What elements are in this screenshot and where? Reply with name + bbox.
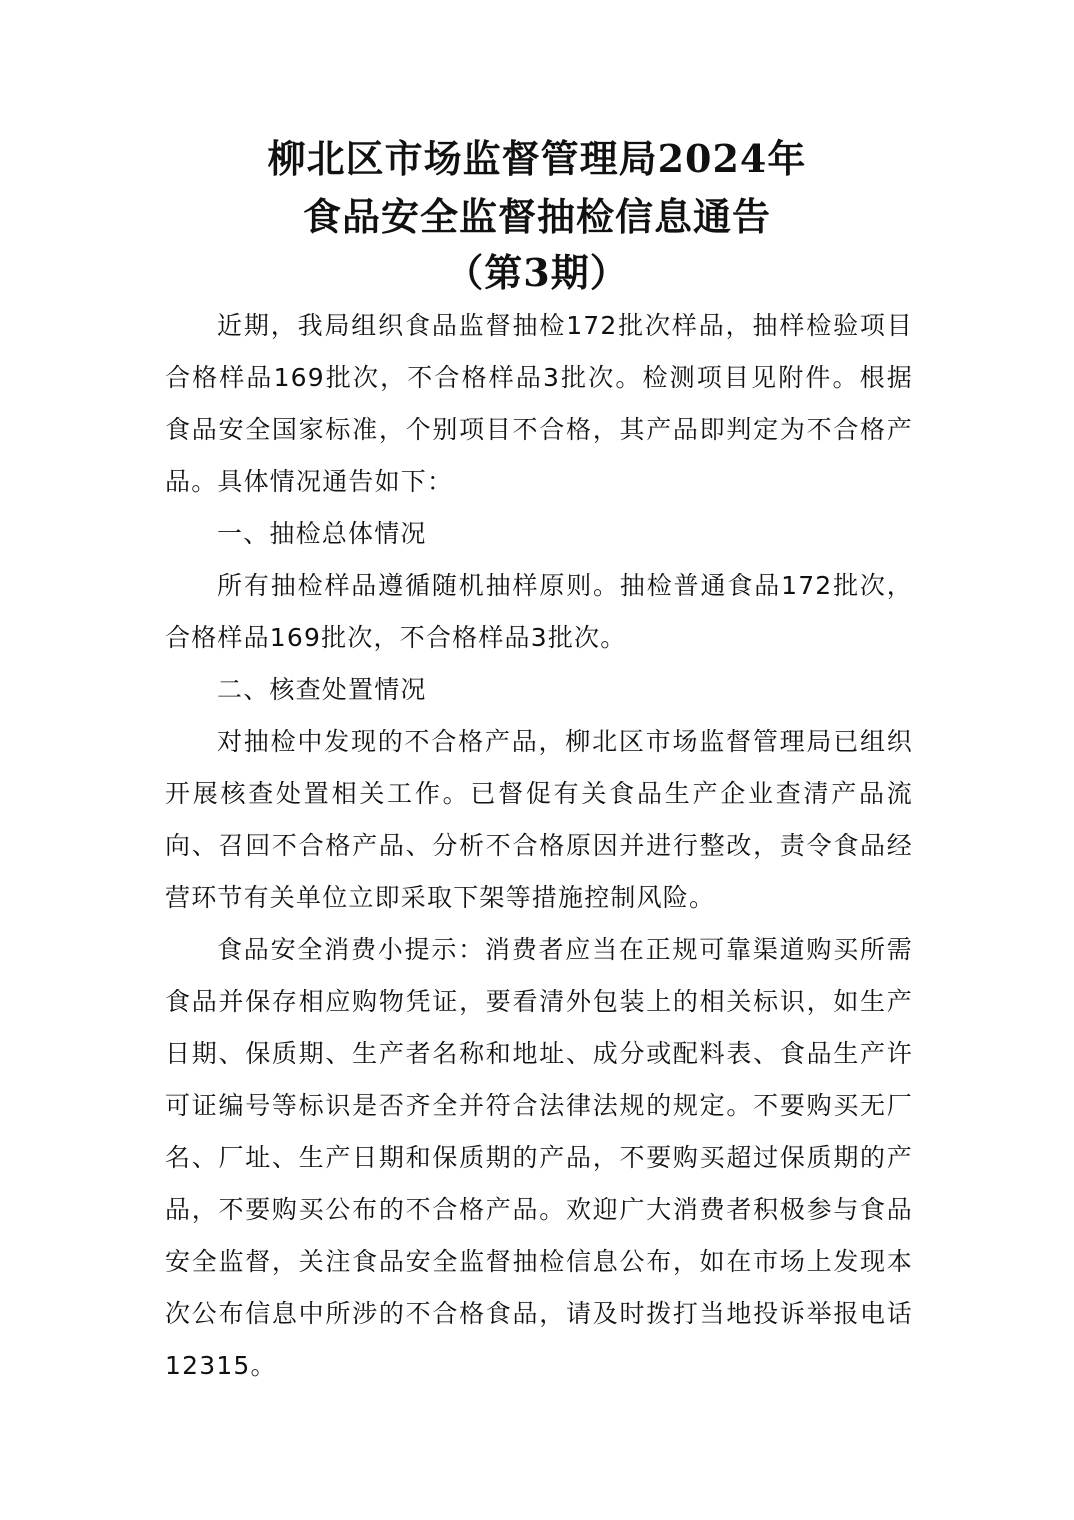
consumer-tips-paragraph: 食品安全消费小提示：消费者应当在正规可靠渠道购买所需食品并保存相应购物凭证，要看清外包装上的相关标识，如生产日期、保质期、生产者名称和地址、成分或配料表、食品生产许可证编号等标识是否齐全并符合法律法规的规定。不要购买无厂名、厂址、生产日期和保质期的产品，不要购买超过保质期的产品，不要购买公布的不合格产品。欢迎广大消费者积极参与食品安全监督，关注食品安全监督抽检信息公布，如在市场上发现本次公布信息中所涉的不合格食品，请及时拨打当地投诉举报电话12315。 xyxy=(165,935,913,1380)
section-heading-overall: 一、抽检总体情况 xyxy=(217,519,427,548)
section-heading-disposal: 二、核查处置情况 xyxy=(217,675,427,704)
document-title-line-2: 食品安全监督抽检信息通告 xyxy=(302,194,771,239)
intro-paragraph: 近期，我局组织食品监督抽检172批次样品，抽样检验项目合格样品169批次，不合格样品3批次。检测项目见附件。根据食品安全国家标准，个别项目不合格，其产品即判定为不合格产品。具体情况通告如下： xyxy=(165,311,913,496)
disposal-paragraph: 对抽检中发现的不合格产品，柳北区市场监督管理局已组织开展核查处置相关工作。已督促有关食品生产企业查清产品流向、召回不合格产品、分析不合格原因并进行整改，责令食品经营环节有关单位立即采取下架等措施控制风险。 xyxy=(165,727,913,912)
document-title-line-1: 柳北区市场监督管理局2024年 xyxy=(267,136,807,181)
document-body xyxy=(165,300,913,1392)
document-issue-number: （第3期） xyxy=(445,250,629,295)
overall-paragraph: 所有抽检样品遵循随机抽样原则。抽检普通食品172批次，合格样品169批次，不合格样品3批次。 xyxy=(165,571,913,652)
